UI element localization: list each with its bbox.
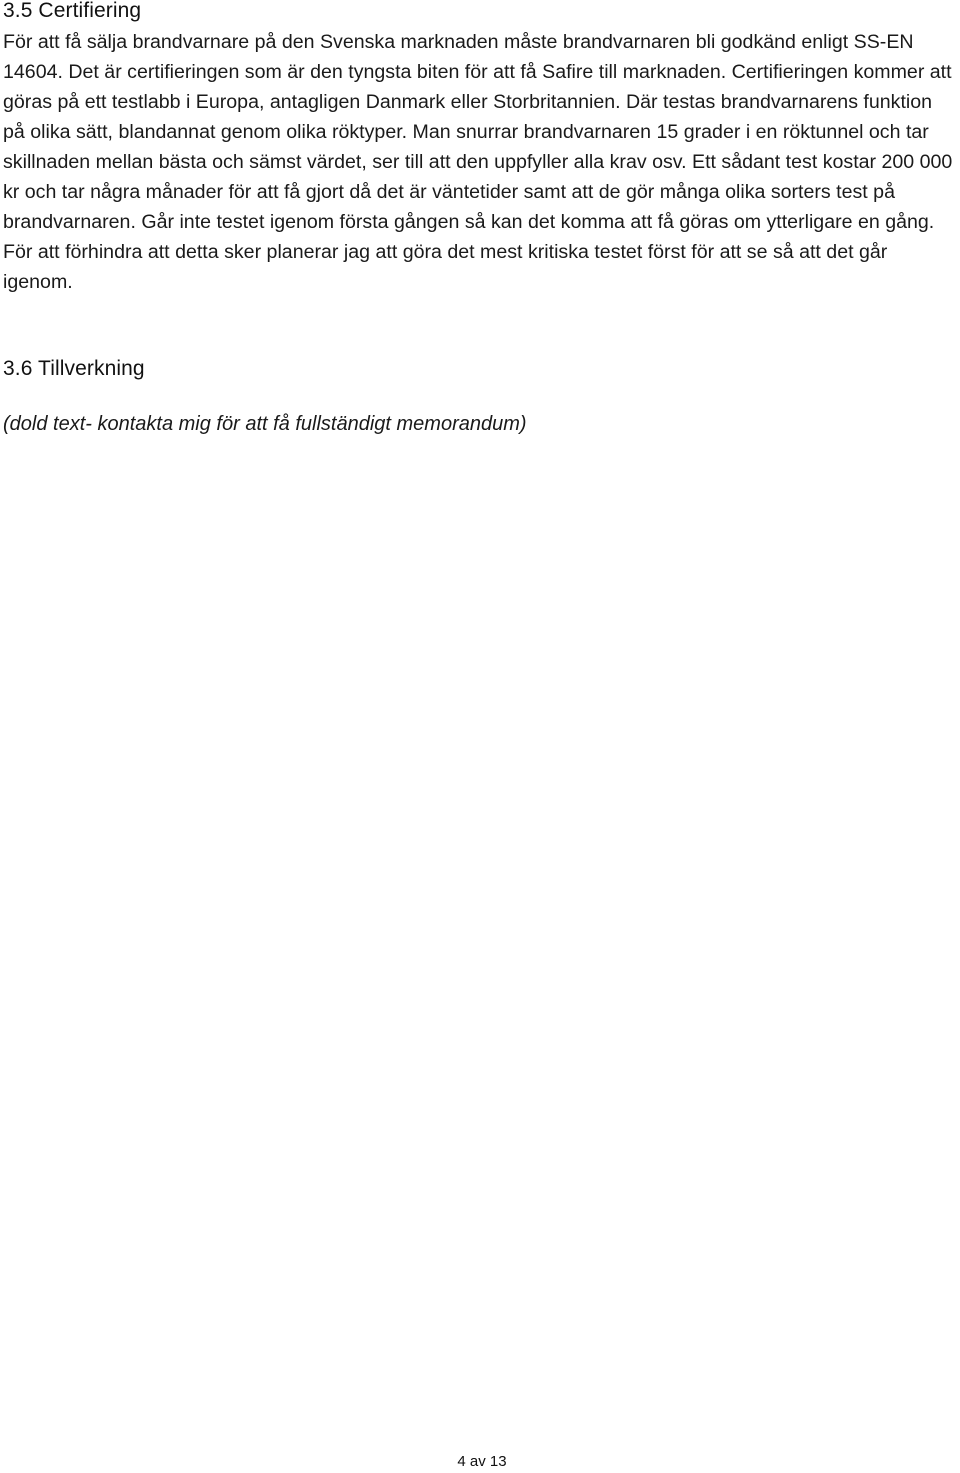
section-heading-certifiering: 3.5 Certifiering <box>3 0 142 22</box>
hidden-text-note: (dold text- kontakta mig för att få fullständigt memorandum) <box>3 413 527 435</box>
section-heading-tillverkning: 3.6 Tillverkning <box>3 357 145 380</box>
page-number: 4 av 13 <box>457 1453 507 1470</box>
section-body-certifiering: För att få sälja brandvarnare på den Svenska marknaden måste brandvarnaren bli godkänd enligt SS-EN 14604. Det är certifieringen som är den tyngsta biten för att få Safire till marknaden. Certifieringen kommer att göras på ett testlabb i Europa, antagligen Danmark eller Storbritannien. Där testas brandvarnarens funktion på olika sätt, blandannat genom olika röktyper. Man snurrar brandvarnaren 15 grader i en röktunnel och tar skillnaden mellan bästa och sämst värdet, ser till att den uppfyller alla krav osv. Ett sådant test kostar 200 000 kr och tar några månader för att få gjort då det är väntetider samt att de gör många olika sorters test på brandvarnaren. Går inte testet igenom första gången så kan det komma att få göras om ytterligare en gång. För att förhindra att detta sker planerar jag att göra det mest kritiska testet först för att se så att det går igenom. <box>3 31 953 293</box>
